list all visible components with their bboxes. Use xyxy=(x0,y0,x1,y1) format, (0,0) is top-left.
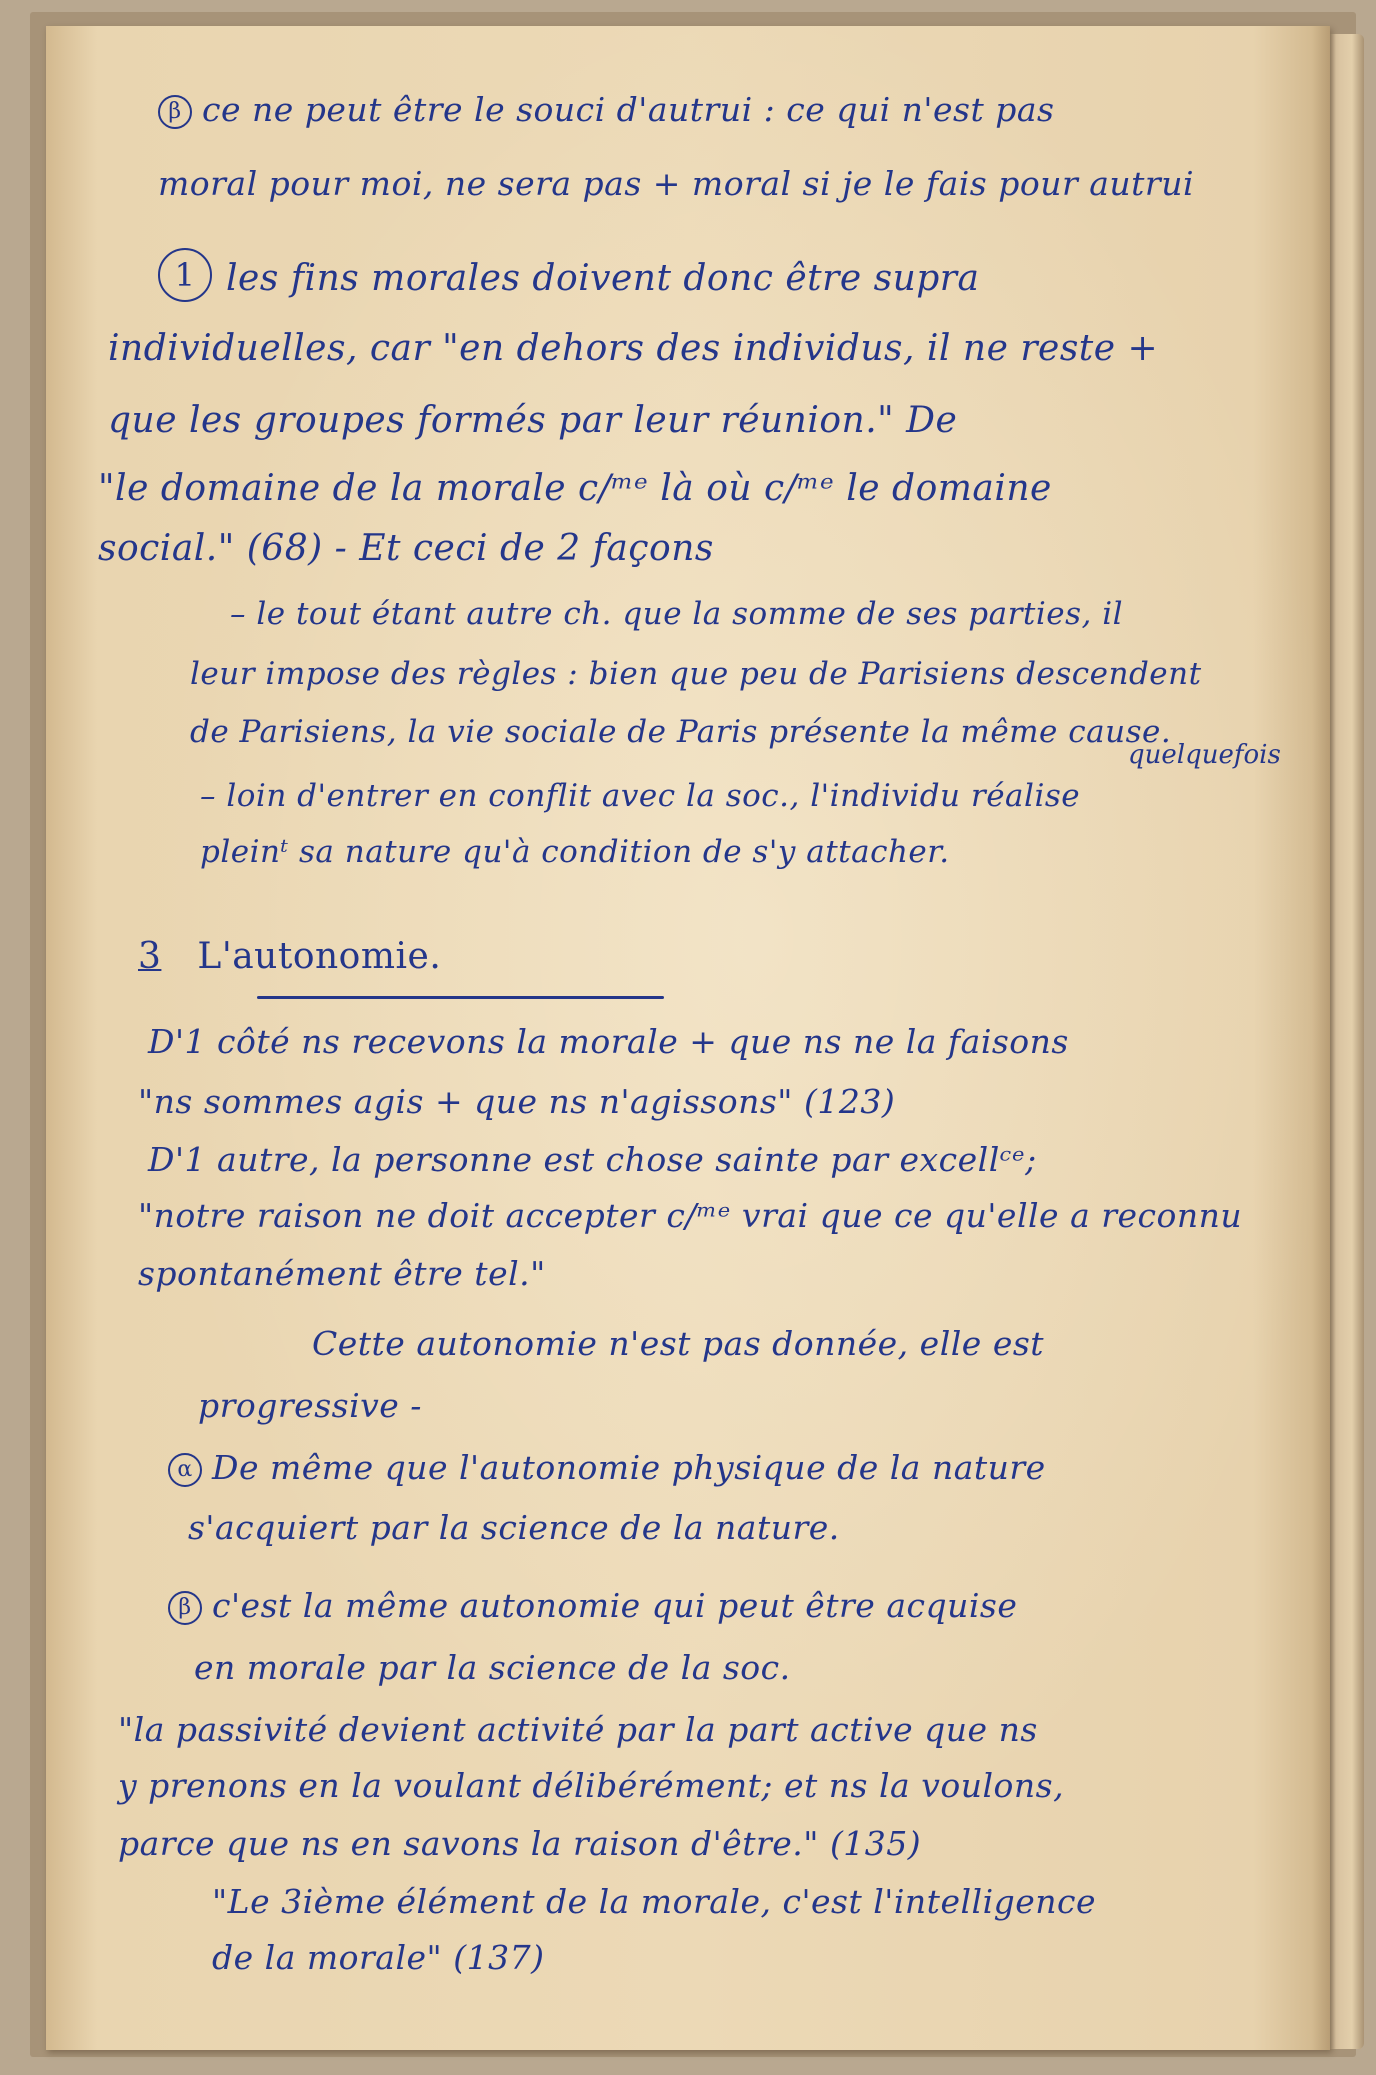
alpha-marker: α xyxy=(168,1453,202,1487)
manuscript-page xyxy=(46,26,1330,2050)
line-23-text: c'est la même autonomie qui peut être acquise xyxy=(212,1586,1018,1625)
line-4: individuelles, car "en dehors des individus, il ne reste + xyxy=(108,328,1159,369)
section-heading xyxy=(138,936,441,977)
line-29: de la morale" (137) xyxy=(212,1938,545,1977)
line-16: D'1 autre, la personne est chose sainte par excellᶜᵉ; xyxy=(148,1140,1037,1179)
line-20: progressive - xyxy=(198,1386,422,1425)
line-8: – le tout étant autre ch. que la somme de ses parties, il xyxy=(230,596,1124,632)
line-23 xyxy=(168,1586,1017,1625)
line-3-text: les fins morales doivent donc être supra xyxy=(226,258,980,299)
line-10: de Parisiens, la vie sociale de Paris présente la même cause. xyxy=(190,714,1172,750)
next-page-edge xyxy=(1324,34,1364,2049)
line-27: parce que ns en savons la raison d'être." (135) xyxy=(118,1824,922,1863)
line-19: Cette autonomie n'est pas donnée, elle est xyxy=(312,1324,1045,1363)
line-14: D'1 côté ns recevons la morale + que ns ne la faisons xyxy=(148,1022,1069,1061)
line-21 xyxy=(168,1448,1046,1487)
heading-underline xyxy=(257,996,664,999)
line-3 xyxy=(158,248,979,302)
section-title: L'autonomie. xyxy=(197,936,442,977)
line-21-text: De même que l'autonomie physique de la nature xyxy=(212,1448,1046,1487)
line-1-text: ce ne peut être le souci d'autrui : ce qui n'est pas xyxy=(202,90,1055,129)
line-11: – loin d'entrer en conflit avec la soc., l'individu réalise xyxy=(200,778,1081,814)
line-1 xyxy=(158,90,1054,129)
section-1-marker: 1 xyxy=(158,248,212,302)
insertion-above-line: quelquefois xyxy=(1128,740,1281,770)
line-22: s'acquiert par la science de la nature. xyxy=(188,1508,840,1547)
line-24: en morale par la science de la soc. xyxy=(194,1648,791,1687)
section-number: 3 xyxy=(138,936,162,977)
line-18: spontanément être tel." xyxy=(138,1254,546,1293)
line-2: moral pour moi, ne sera pas + moral si je le fais pour autrui xyxy=(158,164,1195,203)
line-28: "Le 3ième élément de la morale, c'est l'intelligence xyxy=(212,1882,1097,1921)
line-17: "notre raison ne doit accepter c/ᵐᵉ vrai que ce qu'elle a reconnu xyxy=(138,1196,1243,1235)
line-9: leur impose des règles : bien que peu de Parisiens descendent xyxy=(190,656,1202,692)
line-12: pleinᵗ sa nature qu'à condition de s'y attacher. xyxy=(200,834,950,870)
line-6: "le domaine de la morale c/ᵐᵉ là où c/ᵐᵉ le domaine xyxy=(98,468,1052,509)
beta-marker-1: β xyxy=(158,95,192,129)
line-26: y prenons en la voulant délibérément; et ns la voulons, xyxy=(118,1766,1065,1805)
line-25: "la passivité devient activité par la part active que ns xyxy=(118,1710,1038,1749)
line-7: social." (68) - Et ceci de 2 façons xyxy=(98,528,714,569)
line-5: que les groupes formés par leur réunion." De xyxy=(108,400,958,441)
beta-marker-2: β xyxy=(168,1591,202,1625)
line-15: "ns sommes agis + que ns n'agissons" (123) xyxy=(138,1082,896,1121)
